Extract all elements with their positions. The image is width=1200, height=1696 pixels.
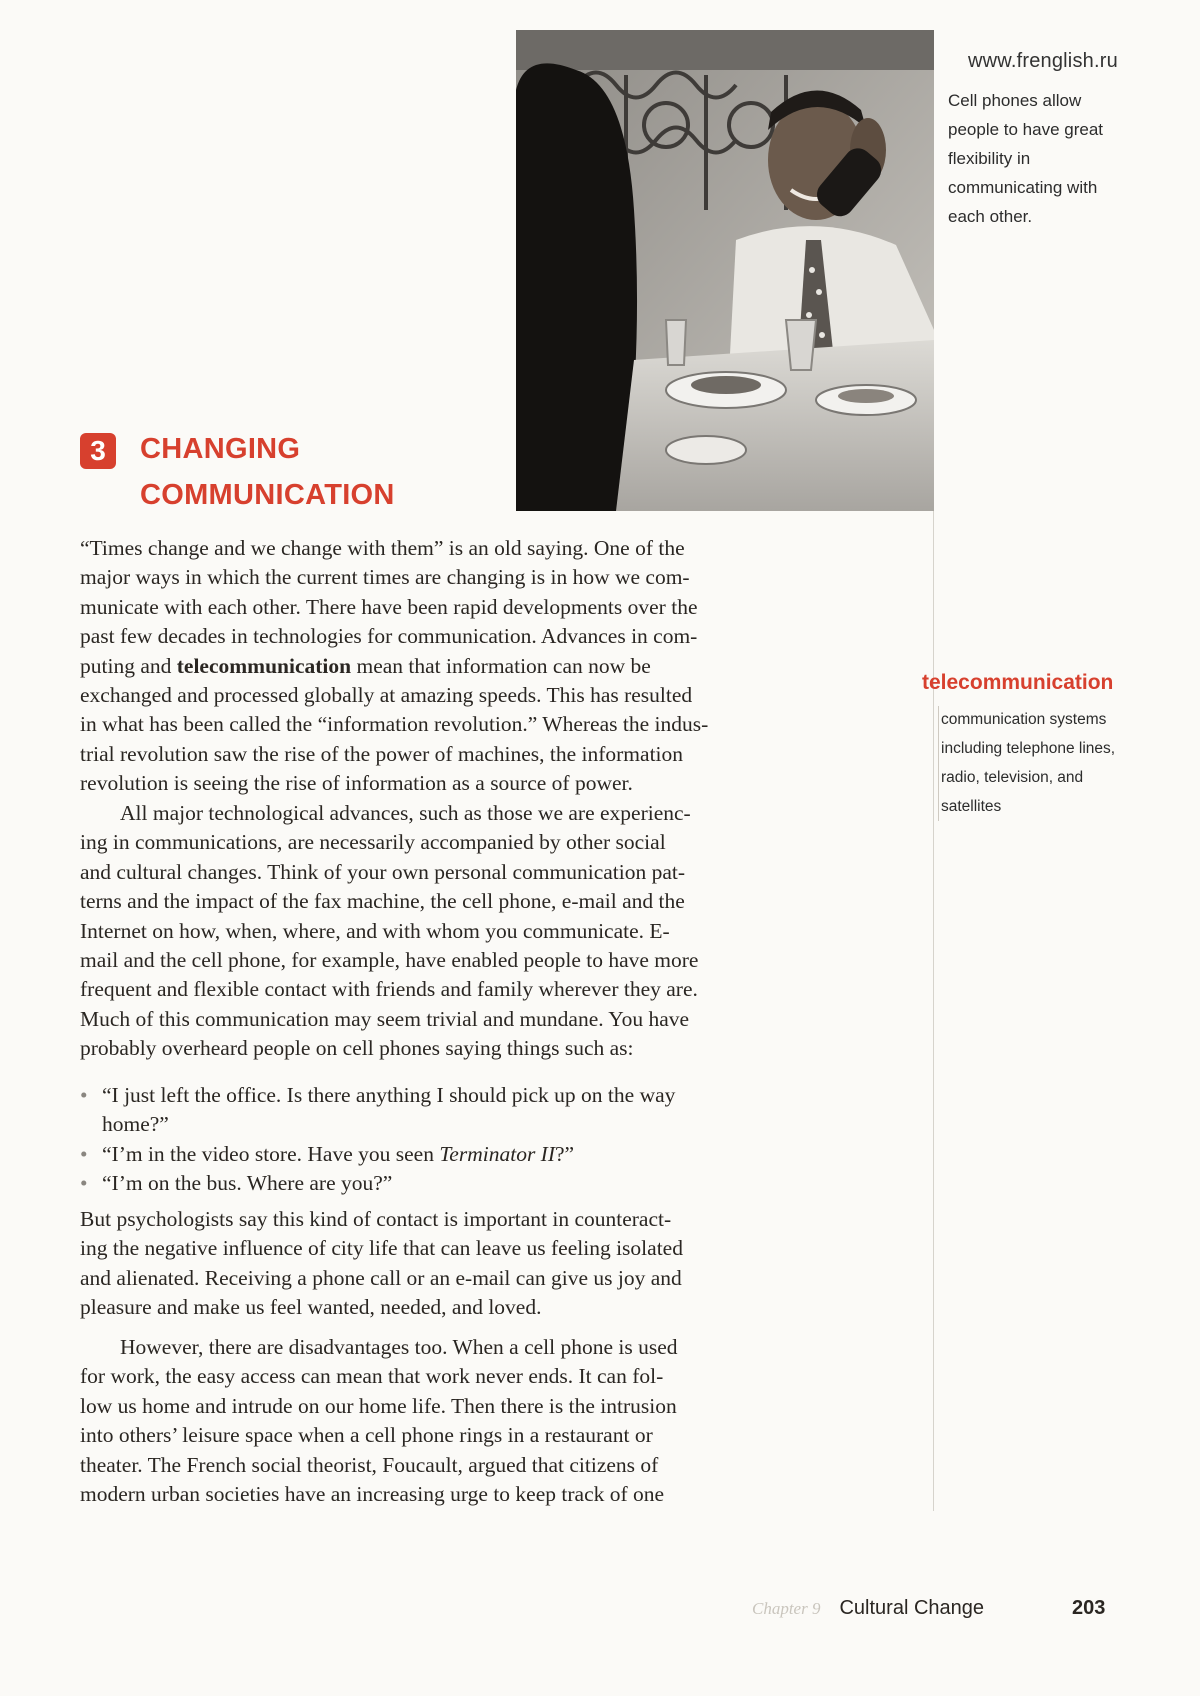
text-line: into others’ leisure space when a cell phone rings in a restaurant or bbox=[80, 1423, 653, 1448]
text-line: frequent and flexible contact with friends and family wherever they are. bbox=[80, 977, 698, 1002]
glossary-bar bbox=[938, 706, 939, 821]
bullet-dot-icon: • bbox=[80, 1083, 88, 1107]
bullet-continuation: home?” bbox=[102, 1112, 169, 1137]
text-line: pleasure and make us feel wanted, needed, and loved. bbox=[80, 1295, 542, 1320]
bullet-text: “I just left the office. Is there anything I should pick up on the way bbox=[102, 1083, 676, 1107]
bullet-item bbox=[80, 1169, 860, 1198]
caption-line: flexibility in bbox=[948, 149, 1031, 168]
text-line: trial revolution saw the rise of the power of machines, the information bbox=[80, 741, 684, 766]
section-title-line-2: COMMUNICATION bbox=[140, 479, 395, 511]
text-segment: puting and bbox=[80, 653, 177, 678]
text-line: Much of this communication may seem trivial and mundane. You have bbox=[80, 1006, 690, 1031]
watermark-url: www.frenglish.ru bbox=[968, 50, 1118, 72]
text-line: probably overheard people on cell phones saying things such as: bbox=[80, 1036, 634, 1061]
text-line bbox=[80, 652, 852, 681]
text-segment: ?” bbox=[555, 1141, 575, 1166]
section-number-badge: 3 bbox=[80, 433, 116, 469]
cell-phone-photo bbox=[516, 30, 934, 511]
text-line: municate with each other. There have been rapid developments over the bbox=[80, 594, 698, 619]
text-line: Internet on how, when, where, and with whom you communicate. E- bbox=[80, 918, 670, 943]
text-line: for work, the easy access can mean that work never ends. It can fol- bbox=[80, 1364, 664, 1389]
footer-chapter-title: Cultural Change bbox=[839, 1597, 985, 1619]
footer-chapter: Chapter 9 bbox=[752, 1599, 821, 1618]
text-line: theater. The French social theorist, Foucault, argued that citizens of bbox=[80, 1452, 659, 1477]
text-line: ing the negative influence of city life that can leave us feeling isolated bbox=[80, 1236, 683, 1261]
text-line: But psychologists say this kind of contact is important in counteract- bbox=[80, 1207, 672, 1231]
bullet-item bbox=[80, 1140, 860, 1169]
caption-line: Cell phones allow bbox=[948, 91, 1082, 110]
paragraph-intro bbox=[80, 534, 852, 799]
text-line: low us home and intrude on our home life. Then there is the intrusion bbox=[80, 1393, 677, 1418]
text-line: modern urban societies have an increasing urge to keep track of one bbox=[80, 1482, 665, 1507]
page-footer bbox=[752, 1597, 1106, 1620]
caption-line: people to have great bbox=[948, 120, 1104, 139]
text-line: revolution is seeing the rise of information as a source of power. bbox=[80, 771, 633, 796]
caption-line: each other. bbox=[948, 207, 1033, 226]
glossary-line: including telephone lines, bbox=[941, 740, 1116, 757]
photo-caption bbox=[948, 86, 1158, 231]
text-line: and cultural changes. Think of your own personal communication pat- bbox=[80, 859, 686, 884]
quote-bullet-list bbox=[80, 1081, 860, 1199]
bullet-item bbox=[80, 1081, 860, 1110]
bullet-text: “I’m on the bus. Where are you?” bbox=[102, 1171, 393, 1196]
glossary-term-inline: telecommunication bbox=[176, 653, 352, 678]
paragraph-psychologists bbox=[80, 1205, 852, 1323]
text-line: mail and the cell phone, for example, have enabled people to have more bbox=[80, 948, 699, 973]
text-line: All major technological advances, such as those we are experienc- bbox=[120, 801, 691, 825]
margin-divider bbox=[933, 511, 934, 1511]
paragraph-disadvantages bbox=[80, 1333, 852, 1509]
text-line: and alienated. Receiving a phone call or an e-mail can give us joy and bbox=[80, 1265, 682, 1290]
bullet-dot-icon: • bbox=[80, 1171, 88, 1196]
text-segment: mean that information can now be bbox=[351, 653, 651, 678]
glossary-line: communication systems bbox=[941, 711, 1107, 728]
caption-line: communicating with bbox=[948, 178, 1098, 197]
text-line: past few decades in technologies for communication. Advances in com- bbox=[80, 624, 698, 649]
text-line: exchanged and processed globally at amazing speeds. This has resulted bbox=[80, 683, 693, 708]
page-number: 203 bbox=[1072, 1597, 1106, 1619]
glossary-term: telecommunication bbox=[922, 671, 1114, 694]
paragraph-technology bbox=[80, 799, 852, 1064]
text-line: major ways in which the current times are changing is in how we com- bbox=[80, 565, 690, 590]
glossary-line: radio, television, and bbox=[941, 769, 1084, 786]
section-title-line-1: CHANGING bbox=[140, 433, 301, 465]
text-line: However, there are disadvantages too. When a cell phone is used bbox=[120, 1335, 678, 1359]
bullet-text bbox=[102, 1140, 860, 1169]
movie-title: Terminator II bbox=[439, 1141, 556, 1166]
glossary-line: satellites bbox=[941, 798, 1002, 815]
text-segment: “I’m in the video store. Have you seen bbox=[102, 1141, 440, 1166]
glossary-definition bbox=[941, 705, 1161, 821]
text-line: terns and the impact of the fax machine, the cell phone, e-mail and the bbox=[80, 889, 685, 914]
text-line: “Times change and we change with them” is an old saying. One of the bbox=[80, 536, 685, 560]
text-line: ing in communications, are necessarily accompanied by other social bbox=[80, 830, 666, 855]
bullet-dot-icon: • bbox=[80, 1141, 88, 1166]
text-line: in what has been called the “information revolution.” Whereas the indus- bbox=[80, 712, 709, 737]
